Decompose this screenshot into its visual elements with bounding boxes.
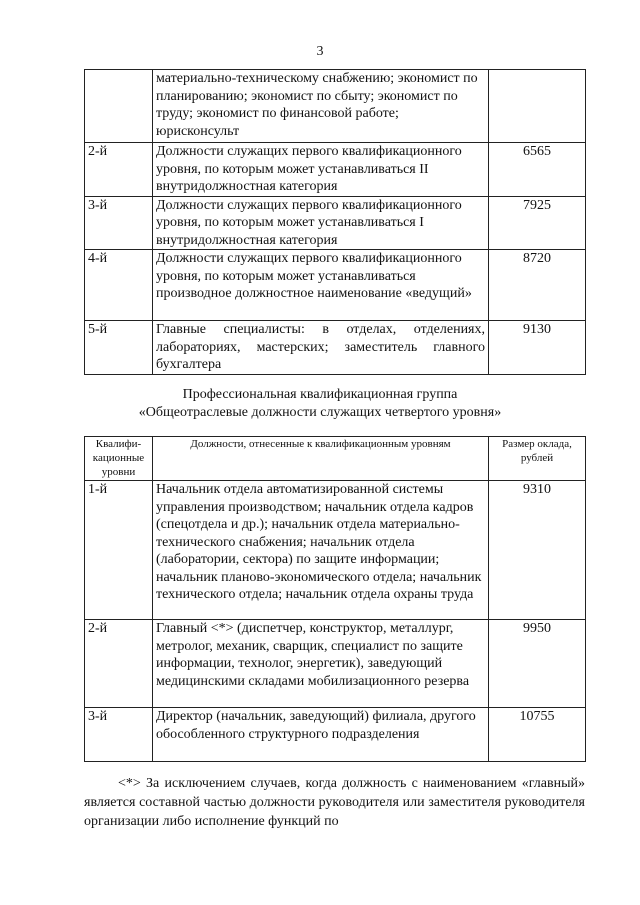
- table-row: [85, 250, 586, 321]
- table-row: [85, 481, 586, 620]
- salary-table-level4: [84, 436, 586, 762]
- positions-cell: Должности служащих первого квалификационного уровня, по которым может устанавливаться II внутридолжностная категория: [153, 143, 489, 197]
- table-row: [85, 620, 586, 708]
- table-row: [85, 708, 586, 762]
- salary-cell: 9130: [489, 321, 586, 375]
- header-positions: Должности, отнесенные к квалификационным уровням: [153, 437, 489, 481]
- level-cell: 5-й: [85, 321, 153, 375]
- group-heading: [0, 386, 640, 422]
- salary-cell: [489, 70, 586, 143]
- level-cell: 1-й: [85, 481, 153, 620]
- positions-cell: Должности служащих первого квалификационного уровня, по которым может устанавливаться производное должностное наименование «ведущий»: [153, 250, 489, 321]
- salary-cell: 6565: [489, 143, 586, 197]
- table-row: [85, 196, 586, 250]
- level-cell: 2-й: [85, 620, 153, 708]
- table-header-row: [85, 437, 586, 481]
- group-heading-line2: «Общеотраслевые должности служащих четвертого уровня»: [138, 405, 502, 420]
- positions-cell: Главный <*> (диспетчер, конструктор, металлург, метролог, механик, сварщик, специалист по защите информации, технолог, энергетик), заведующий медицинскими складами мобилизационного резерва: [153, 620, 489, 708]
- page-number: 3: [316, 44, 324, 59]
- positions-cell: Директор (начальник, заведующий) филиала, другого обособленного структурного подразделения: [153, 708, 489, 762]
- table-row: [85, 143, 586, 197]
- table-row: [85, 70, 586, 143]
- header-salary: Размер оклада, рублей: [489, 437, 586, 481]
- level-cell: 4-й: [85, 250, 153, 321]
- header-level: Квалифи-кационные уровни: [85, 437, 153, 481]
- salary-cell: 9950: [489, 620, 586, 708]
- table-row: [85, 321, 586, 375]
- group-heading-line1: Профессиональная квалификационная группа: [182, 387, 458, 402]
- footnote-text: <*> За исключением случаев, когда должность с наименованием «главный» является составной частью должности руководителя или заместителя руководителя организации либо исполнение функций по: [84, 776, 585, 829]
- salary-cell: 9310: [489, 481, 586, 620]
- salary-table-continued: [84, 69, 586, 375]
- salary-cell: 7925: [489, 196, 586, 250]
- salary-cell: 8720: [489, 250, 586, 321]
- positions-cell: Должности служащих первого квалификационного уровня, по которым может устанавливаться I внутридолжностная категория: [153, 196, 489, 250]
- positions-cell: Главные специалисты: в отделах, отделениях, лабораториях, мастерских; заместитель главного бухгалтера: [153, 321, 489, 375]
- positions-cell: материально-техническому снабжению; экономист по планированию; экономист по сбыту; экономист по труду; экономист по финансовой работе; юрисконсульт: [153, 70, 489, 143]
- level-cell: 3-й: [85, 196, 153, 250]
- level-cell: 2-й: [85, 143, 153, 197]
- level-cell: [85, 70, 153, 143]
- level-cell: 3-й: [85, 708, 153, 762]
- salary-cell: 10755: [489, 708, 586, 762]
- positions-cell: Начальник отдела автоматизированной системы управления производством; начальник отдела кадров (спецотдела и др.); начальник отдела материально-технического снабжения; начальник отдела (лаборатории, сектора) по защите информации; начальник планово-экономического отдела; начальник технического отдела; начальник отдела охраны труда: [153, 481, 489, 620]
